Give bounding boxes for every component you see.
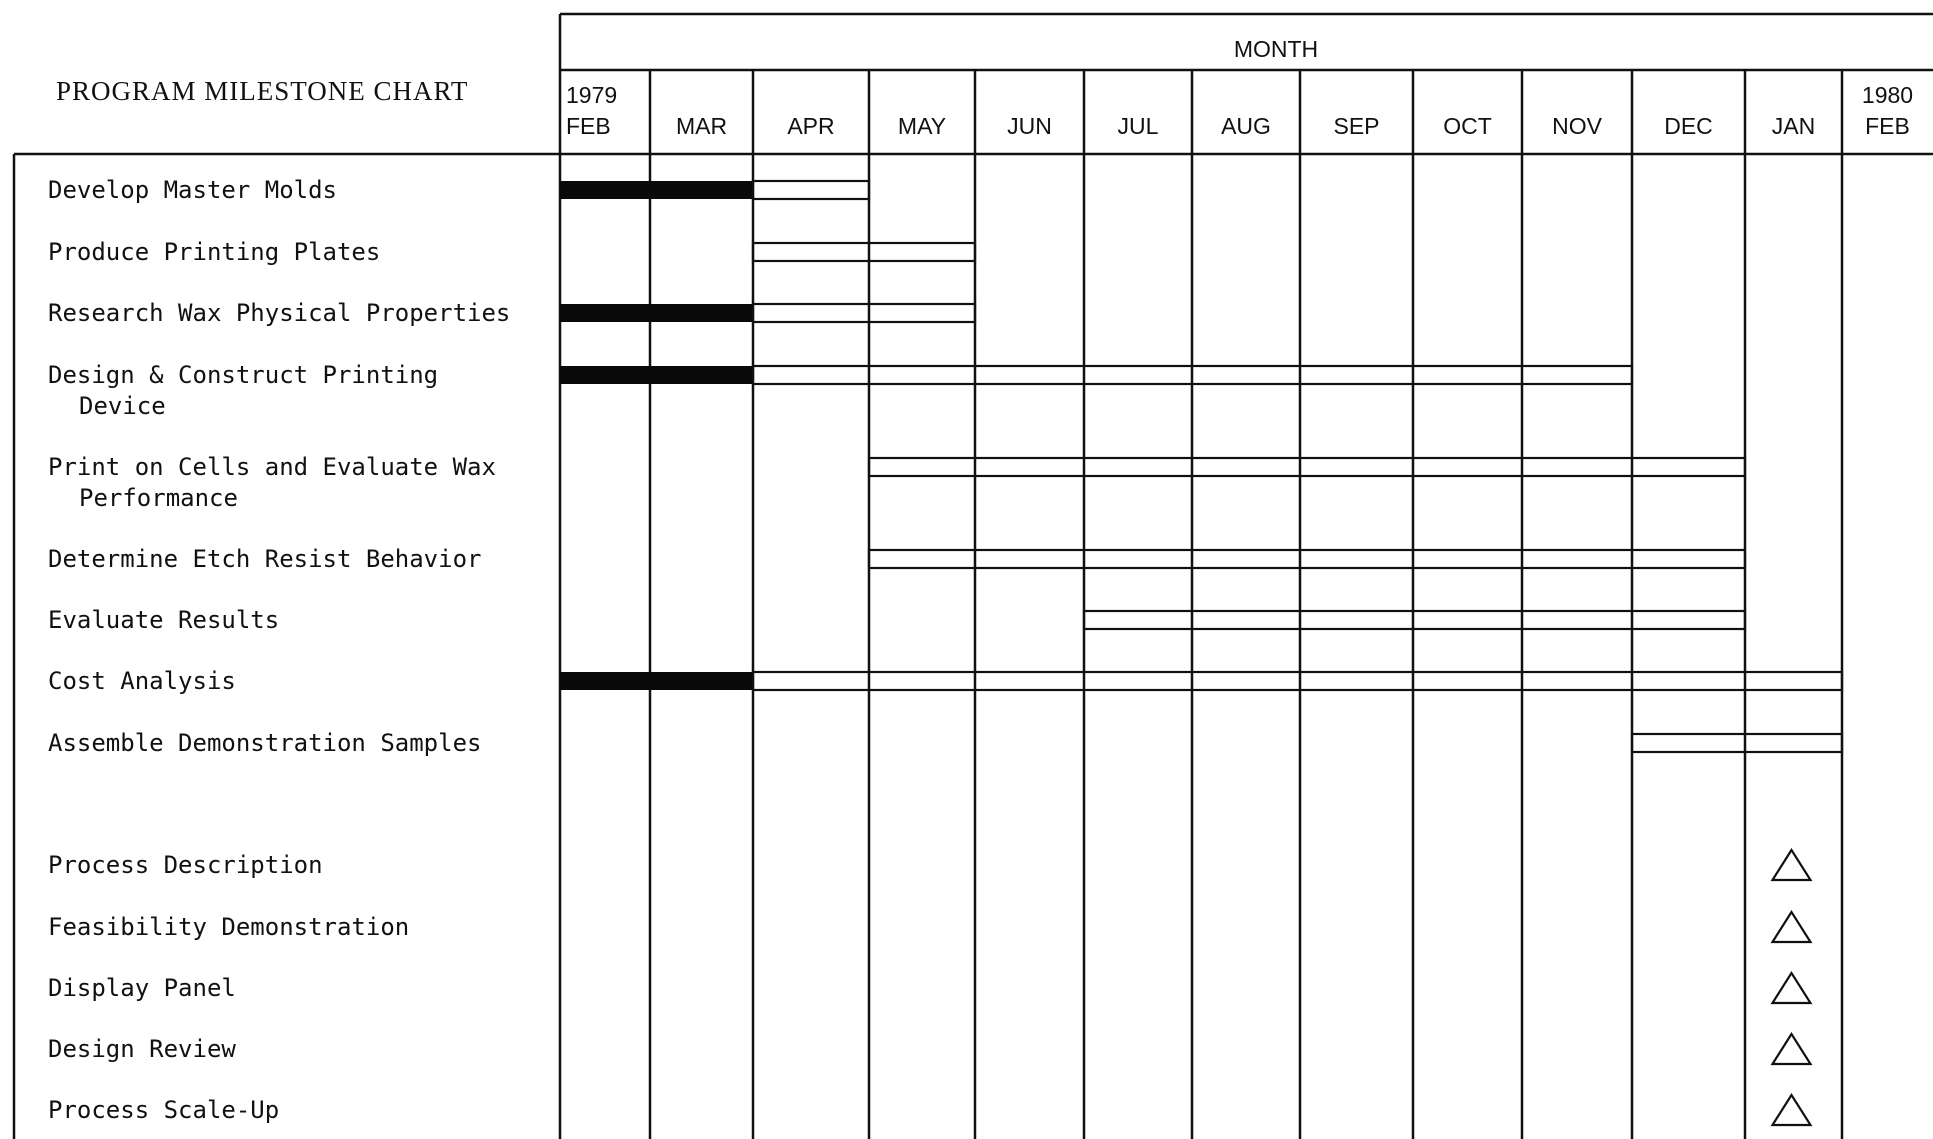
- month-name-label: JUN: [1007, 113, 1052, 139]
- month-label-may: [869, 111, 975, 142]
- month-name-label: AUG: [1221, 113, 1271, 139]
- month-label-oct: [1413, 111, 1522, 142]
- month-name-label: FEB: [566, 113, 611, 139]
- month-label-apr: [753, 111, 869, 142]
- task-label-line: Develop Master Molds: [48, 176, 337, 204]
- planned-bar: [753, 181, 869, 199]
- month-label-jun: [975, 111, 1084, 142]
- month-name-label: APR: [787, 113, 835, 139]
- task-label: [48, 360, 438, 422]
- milestone-label: Display Panel: [48, 974, 236, 1002]
- task-label-line: Determine Etch Resist Behavior: [48, 545, 482, 573]
- month-label-jan: [1745, 111, 1842, 142]
- month-label-jul: [1084, 111, 1192, 142]
- month-name-label: MAR: [675, 113, 728, 139]
- task-label-line: Cost Analysis: [48, 667, 236, 695]
- month-name-label: MAY: [897, 113, 947, 139]
- task-label: [48, 728, 481, 759]
- task-label: [48, 605, 279, 636]
- milestone-label: Feasibility Demonstration: [48, 913, 410, 941]
- milestone-triangle: [1773, 1095, 1811, 1125]
- planned-bar: [1632, 734, 1842, 752]
- planned-bar: [869, 458, 1745, 476]
- completed-bar: [560, 672, 753, 690]
- completed-bar: [560, 304, 753, 322]
- month-year-label: 1980: [1861, 82, 1914, 108]
- milestone-label: Process Scale-Up: [48, 1096, 280, 1124]
- planned-bar: [753, 243, 975, 261]
- month-name-label: SEP: [1333, 113, 1380, 139]
- task-label-continuation: Performance: [79, 484, 238, 512]
- month-label-feb-1979: [560, 80, 650, 142]
- task-label: [48, 452, 496, 514]
- month-label-mar: [650, 111, 753, 142]
- milestone-triangle: [1773, 850, 1811, 880]
- month-label-aug: [1192, 111, 1300, 142]
- task-label-line: Evaluate Results: [48, 606, 280, 634]
- month-name-label: NOV: [1552, 113, 1602, 139]
- task-label-line: Design & Construct Printing: [48, 361, 439, 389]
- task-label: [48, 175, 337, 206]
- month-name-label: DEC: [1664, 113, 1713, 139]
- milestone-label: Design Review: [48, 1035, 236, 1063]
- completed-bar: [560, 366, 753, 384]
- month-year-label: 1979: [566, 82, 618, 108]
- chart-title: PROGRAM MILESTONE CHART: [56, 76, 469, 106]
- planned-bar: [1084, 611, 1745, 629]
- completed-bar: [560, 181, 753, 199]
- milestone-triangle: [1773, 912, 1811, 942]
- milestone-label: Process Description: [48, 851, 323, 879]
- task-label-line: Research Wax Physical Properties: [48, 299, 511, 327]
- month-name-label: JAN: [1771, 113, 1816, 139]
- task-label-line: Produce Printing Plates: [48, 238, 381, 266]
- task-label: [48, 666, 236, 697]
- month-label-nov: [1522, 111, 1632, 142]
- task-label-line: Assemble Demonstration Samples: [48, 729, 482, 757]
- planned-bar: [753, 304, 975, 322]
- task-label: [48, 544, 481, 575]
- planned-bar: [753, 672, 1842, 690]
- milestone-triangle: [1773, 973, 1811, 1003]
- planned-bar: [869, 550, 1745, 568]
- month-name-label: FEB: [1865, 113, 1910, 139]
- month-label-dec: [1632, 111, 1745, 142]
- task-label: [48, 298, 510, 329]
- month-label-sep: [1300, 111, 1413, 142]
- task-label: [48, 237, 380, 268]
- task-label-line: Print on Cells and Evaluate Wax: [48, 453, 496, 481]
- milestone-triangle: [1773, 1034, 1811, 1064]
- month-label-feb-1980: [1842, 80, 1933, 142]
- month-name-label: JUL: [1117, 113, 1159, 139]
- month-header-label: MONTH: [1233, 36, 1319, 62]
- task-label-continuation: Device: [79, 392, 166, 420]
- month-name-label: OCT: [1443, 113, 1492, 139]
